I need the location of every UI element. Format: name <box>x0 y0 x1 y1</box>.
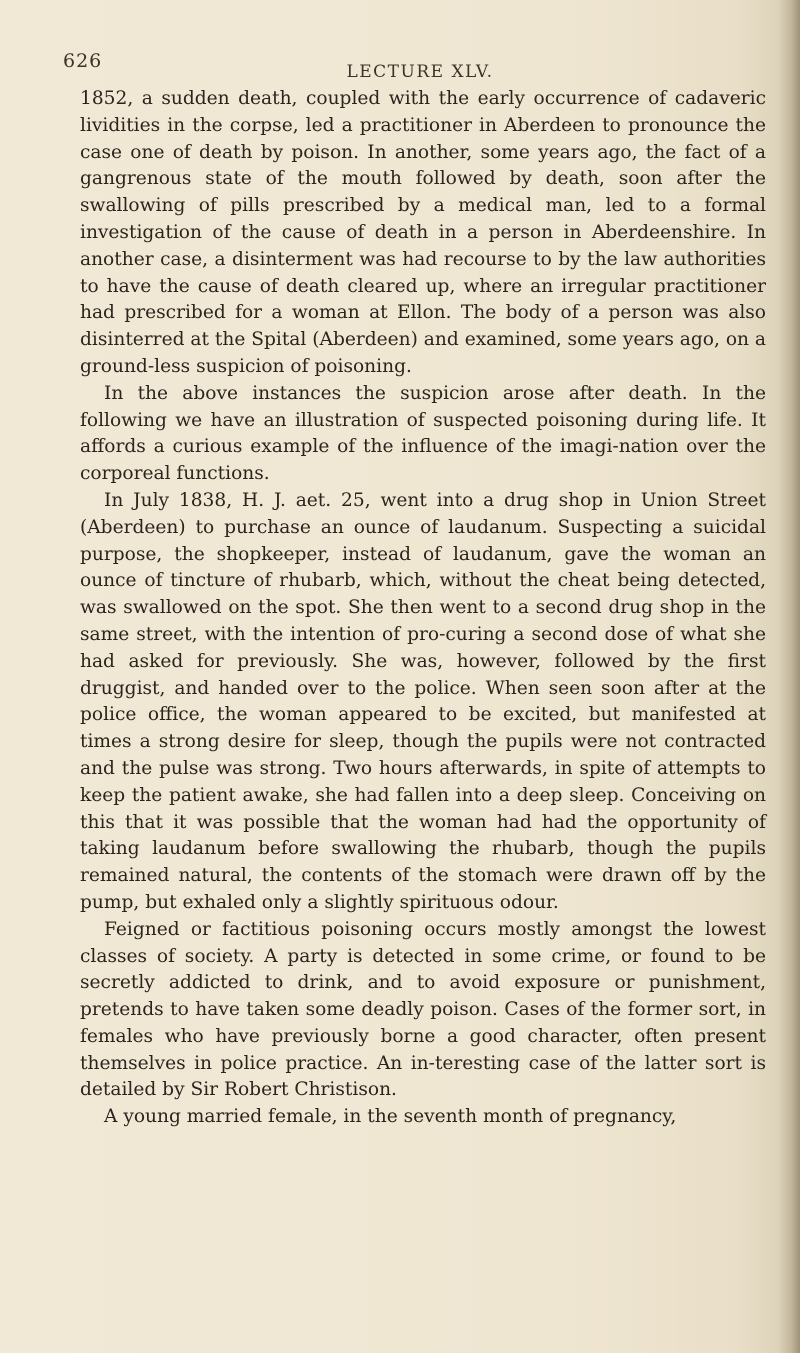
page-number: 626 <box>63 50 103 72</box>
paragraph-continued: 1852, a sudden death, coupled with the early occurrence of cadaveric lividities in the corpse, led a practitioner in Aberdeen to pronounce the case one of death by poison. In another, some years ago, the fact of a gangrenous state of the mouth followed by death, soon after the swallowing of pills prescribed by a medical man, led to a formal investigation of the cause of death in a person in Aberdeenshire. In another case, a disinterment was had recourse to by the law authorities to have the cause of death cleared up, where an irregular practitioner had prescribed for a woman at Ellon. The body of a person was also disinterred at the Spital (Aberdeen) and examined, some years ago, on a ground-less suspicion of poisoning. <box>80 88 766 377</box>
running-title-text: LECTURE XLV. <box>346 62 494 82</box>
paragraph: A young married female, in the seventh month of pregnancy, <box>104 1106 677 1128</box>
paragraph: Feigned or factitious poisoning occurs mostly amongst the lowest classes of society. A party is detected in some crime, or found to be secretly addicted to drink, and to avoid exposure or punishment, pretends to have taken some deadly poison. Cases of the former sort, in females who have previously borne a good character, often present themselves in police practice. An in-teresting case of the latter sort is detailed by Sir Robert Christison. <box>80 918 766 1101</box>
paragraph: In the above instances the suspicion arose after death. In the following we have an illustration of suspected poisoning during life. It affords a curious example of the influence of the imagi-nation over the corporeal functions. <box>80 382 766 485</box>
paragraph: In July 1838, H. J. aet. 25, went into a drug shop in Union Street (Aberdeen) to purchase an ounce of laudanum. Suspecting a suicidal purpose, the shopkeeper, instead of laudanum, gave the woman an ounce of tincture of rhubarb, which, without the cheat being detected, was swallowed on the spot. She then went to a second drug shop in the same street, with the intention of pro-curing a second dose of what she had asked for previously. She was, however, followed by the first druggist, and handed over to the police. When seen soon after at the police office, the woman appeared to be excited, but manifested at times a strong desire for sleep, though the pupils were not contracted and the pulse was strong. Two hours afterwards, in spite of attempts to keep the patient awake, she had fallen into a deep sleep. Conceiving on this that it was possible that the woman had had the opportunity of taking laudanum before swallowing the rhubarb, though the pupils remained natural, the contents of the stomach were drawn off by the pump, but exhaled only a slightly spirituous odour. <box>80 489 766 913</box>
running-title <box>0 62 800 82</box>
body-text <box>80 86 766 1131</box>
page-edge-shadow <box>778 0 800 1353</box>
